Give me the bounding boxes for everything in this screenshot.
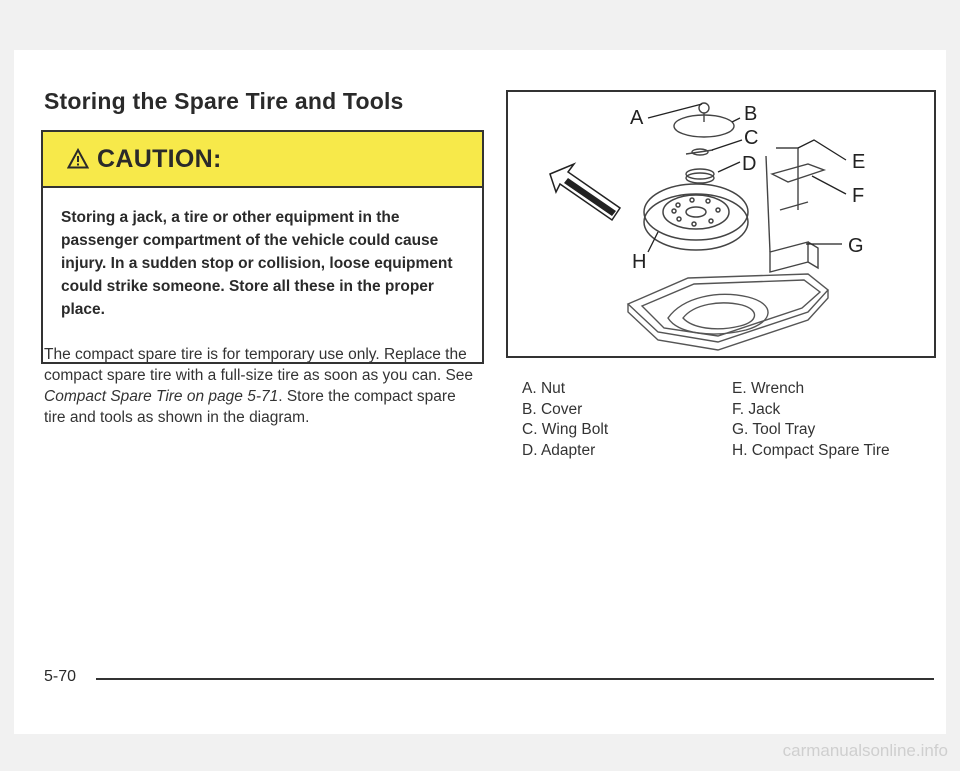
legend-item-h: H. Compact Spare Tire [732,441,890,459]
callout-f: F [852,185,865,207]
legend-left [522,379,608,461]
legend-item-e: E. Wrench [732,380,805,397]
caution-header [43,132,482,188]
caution-label: CAUTION: [97,144,222,173]
callout-a: A [630,107,644,129]
legend-item-f: F. Jack [732,400,781,418]
page-number: 5-70 [44,668,77,685]
callout-b: B [744,103,758,125]
legend-item-d: D. Adapter [522,441,596,459]
body-paragraph [44,344,474,428]
callout-e: E [852,151,866,173]
manual-page [14,50,946,734]
tire-hardware [674,103,734,183]
direction-arrow [550,164,620,220]
callout-h: H [632,251,647,273]
legend-item-g: G. Tool Tray [732,421,816,438]
cross-reference-link[interactable]: Compact Spare Tire on page 5-71 [44,388,279,405]
footer-divider [96,678,934,680]
legend-item-b: B. Cover [522,400,583,418]
spare-tire-illustration [644,184,748,250]
callout-g: G [848,235,864,257]
spare-tire-diagram [506,90,936,358]
watermark: carmanualsonline.info [782,741,948,760]
callout-d: D [742,153,757,175]
jack-and-tool-tray [766,148,824,272]
body-text-part1: The compact spare tire is for temporary use only. Replace the compact spare tire with a full-size tire as soon as you can. See [44,346,474,384]
caution-box [41,130,484,364]
body-text-part2: . Store the compact spare tire and tools as shown in the diagram. [44,388,456,426]
section-title: Storing the Spare Tire and Tools [44,88,404,114]
legend-right [732,379,890,461]
callout-c: C [744,127,759,149]
trunk-floor [628,274,828,350]
legend-item-c: C. Wing Bolt [522,421,609,438]
legend-item-a: A. Nut [522,380,566,397]
warning-triangle-icon [67,148,89,170]
diagram-illustration [508,92,934,356]
caution-text: Storing a jack, a tire or other equipment in the passenger compartment of the vehicle could cause injury. In a sudden stop or collision, loose equipment could strike someone. Store all these in the proper place. [61,209,453,318]
